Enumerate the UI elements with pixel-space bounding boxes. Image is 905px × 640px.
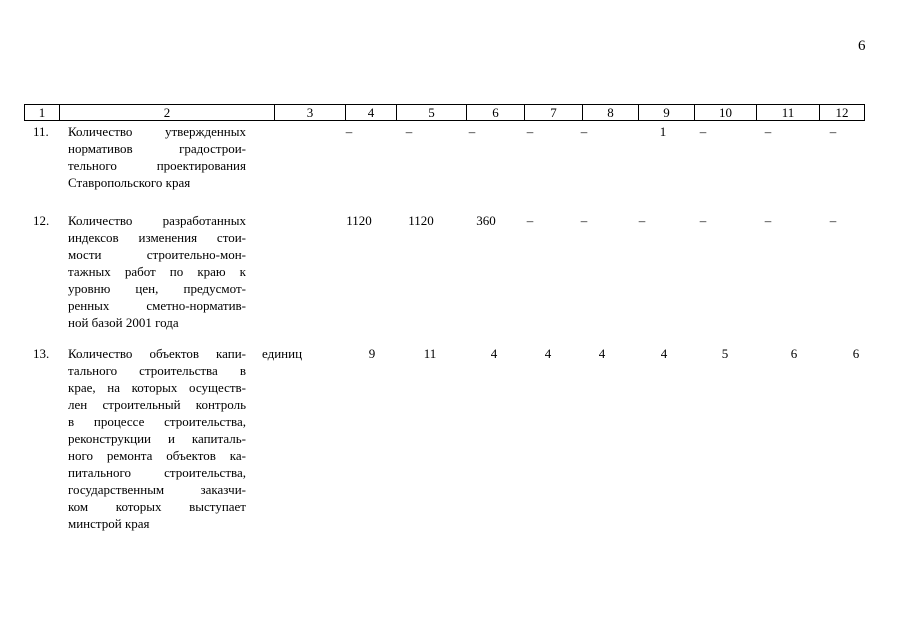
description-line: тельного проектирования xyxy=(68,158,246,173)
description-line: ной базой 2001 года xyxy=(68,315,179,330)
description-line: мости строительно-мон- xyxy=(68,247,246,262)
value-cell: 4 xyxy=(544,346,552,361)
header-cell-7: 7 xyxy=(525,105,583,120)
header-cell-1: 1 xyxy=(25,105,60,120)
description-line: нормативов градострои- xyxy=(68,141,246,156)
value-cell: 4 xyxy=(660,346,668,361)
value-cell: 1 xyxy=(659,124,667,139)
row-description xyxy=(68,212,246,331)
row-unit: единиц xyxy=(262,346,303,361)
value-cell: 6 xyxy=(790,346,798,361)
header-cell-9: 9 xyxy=(639,105,695,120)
description-line: Количество утвержденных xyxy=(68,124,246,139)
row-description xyxy=(68,123,246,191)
header-cell-8: 8 xyxy=(583,105,639,120)
header-cell-4: 4 xyxy=(346,105,397,120)
value-cell: 4 xyxy=(598,346,606,361)
value-cell: – xyxy=(699,213,707,228)
description-line: ного ремонта объектов ка- xyxy=(68,448,246,463)
value-cell: 5 xyxy=(721,346,729,361)
value-cell: – xyxy=(526,124,534,139)
value-cell: 1120 xyxy=(346,213,372,228)
value-cell: – xyxy=(829,213,837,228)
value-cell: 360 xyxy=(476,213,496,228)
description-line: тажных работ по краю к xyxy=(68,264,246,279)
description-line: в процессе строительства, xyxy=(68,414,246,429)
value-cell: 11 xyxy=(423,346,437,361)
header-cell-12: 12 xyxy=(835,105,849,120)
header-cell-6: 6 xyxy=(467,105,525,120)
table-header-row xyxy=(24,104,865,121)
description-line: минстрой края xyxy=(68,516,150,531)
value-cell: 1120 xyxy=(408,213,434,228)
value-cell: – xyxy=(526,213,534,228)
header-cell-3: 3 xyxy=(275,105,346,120)
value-cell: – xyxy=(345,124,353,139)
description-line: Количество разработанных xyxy=(68,213,246,228)
description-line: питального строительства, xyxy=(68,465,246,480)
header-cell-5: 5 xyxy=(397,105,467,120)
value-cell: – xyxy=(764,213,772,228)
value-cell: – xyxy=(638,213,646,228)
description-line: Ставропольского края xyxy=(68,175,191,190)
header-cell-10: 10 xyxy=(695,105,757,120)
value-cell: – xyxy=(405,124,413,139)
description-line: уровню цен, предусмот- xyxy=(68,281,246,296)
page-number: 6 xyxy=(858,38,866,54)
description-line: ком которых выступает xyxy=(68,499,246,514)
description-line: крае, на которых осуществ- xyxy=(68,380,246,395)
description-line: тального строительства в xyxy=(68,363,246,378)
value-cell: – xyxy=(580,213,588,228)
value-cell: – xyxy=(468,124,476,139)
value-cell: 4 xyxy=(490,346,498,361)
description-line: Количество объектов капи- xyxy=(68,346,246,361)
description-line: ренных сметно-норматив- xyxy=(68,298,246,313)
value-cell: – xyxy=(699,124,707,139)
value-cell: 6 xyxy=(852,346,860,361)
row-description xyxy=(68,345,246,532)
description-line: реконструкции и капиталь- xyxy=(68,431,246,446)
value-cell: – xyxy=(829,124,837,139)
row-number: 12. xyxy=(33,213,50,228)
description-line: индексов изменения стои- xyxy=(68,230,246,245)
value-cell: – xyxy=(580,124,588,139)
value-cell: – xyxy=(764,124,772,139)
header-cell-2: 2 xyxy=(60,105,275,120)
description-line: лен строительный контроль xyxy=(68,397,246,412)
description-line: государственным заказчи- xyxy=(68,482,246,497)
header-cell-11: 11 xyxy=(757,105,820,120)
row-number: 11. xyxy=(33,124,49,139)
value-cell: 9 xyxy=(368,346,376,361)
row-number: 13. xyxy=(33,346,50,361)
